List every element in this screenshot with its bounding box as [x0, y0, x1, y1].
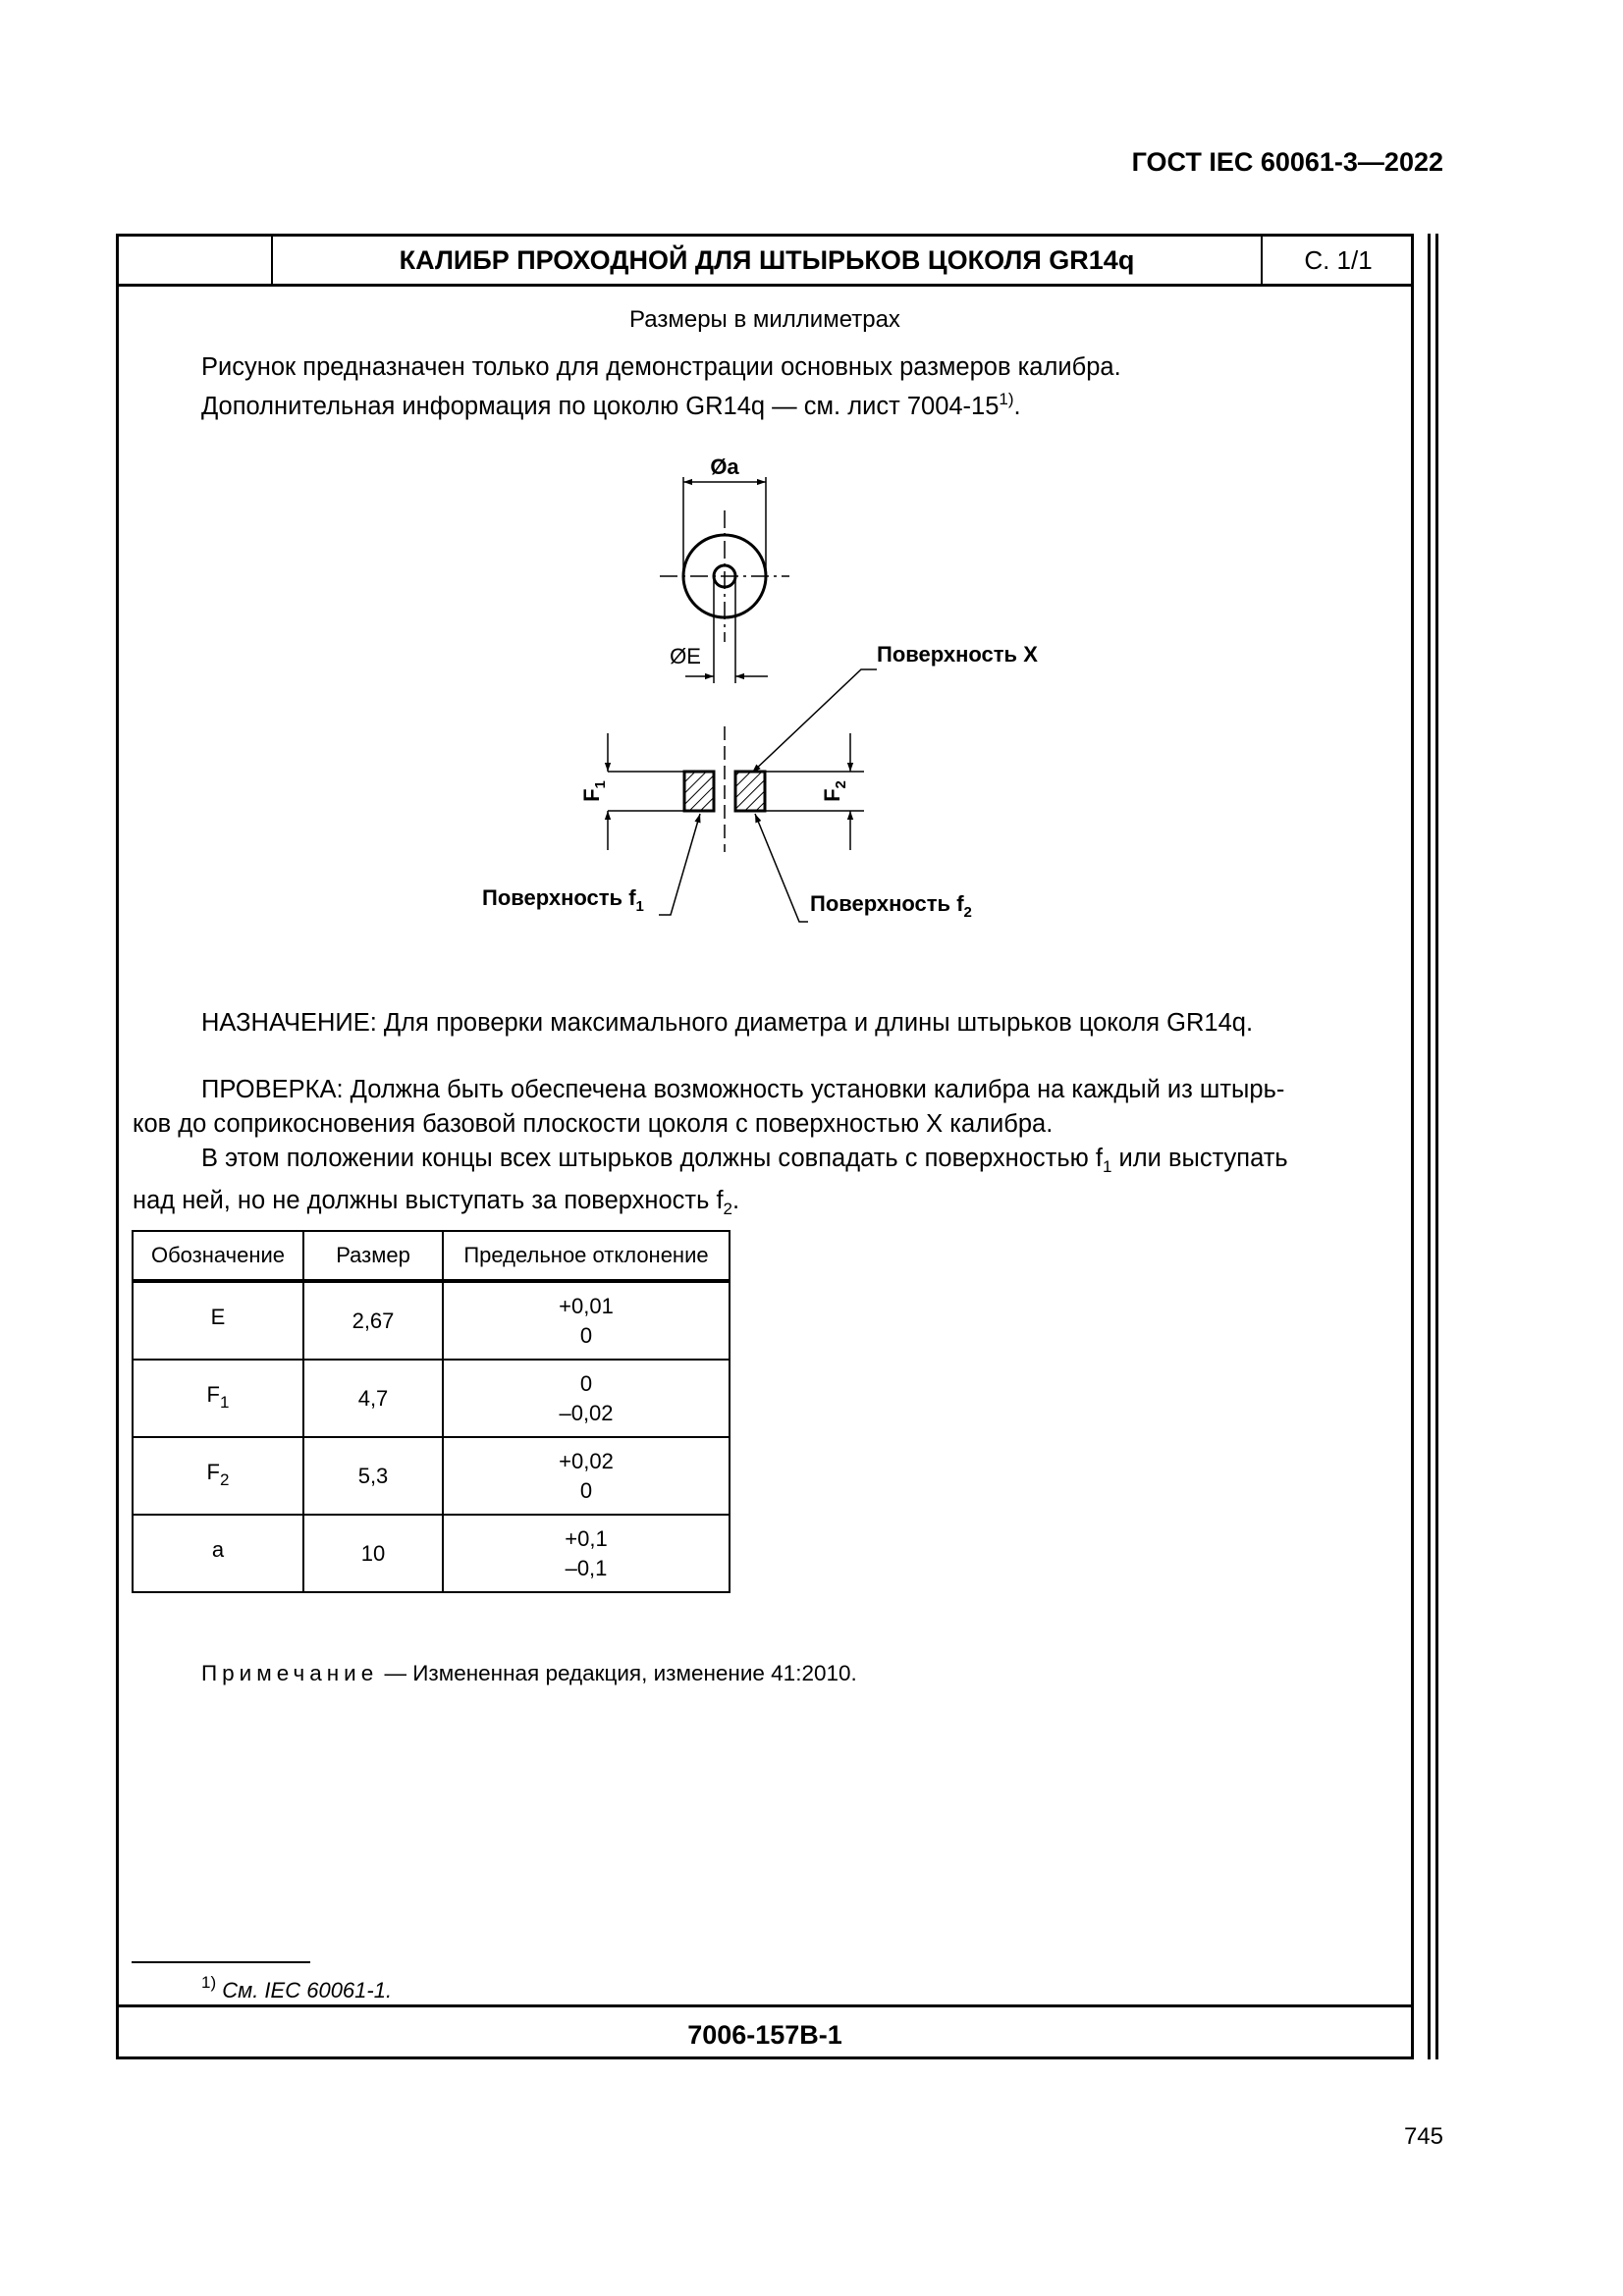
label-f1: $F_1$: [579, 780, 609, 802]
symbol-cell: $F_2$: [133, 1437, 303, 1515]
leader-surface-f2: [755, 814, 808, 922]
footer-divider: [116, 2004, 1414, 2007]
tolerance-cell: 0 –0,02: [443, 1360, 730, 1437]
check-line: ков до соприкосновения базовой плоскости цоколя с поверхностью X калибра.: [133, 1110, 1054, 1138]
symbol-cell: E: [133, 1281, 303, 1360]
note-label: Примечание: [201, 1661, 379, 1685]
table-row: [133, 1360, 730, 1437]
page-number: 745: [1403, 2123, 1443, 2150]
size-cell: 10: [303, 1515, 443, 1592]
footnote-marker: 1): [201, 1973, 217, 1992]
intro-line-1: Рисунок предназначен только для демонстрации основных размеров калибра.: [201, 353, 1121, 381]
table-row: [133, 1437, 730, 1515]
size-cell: 4,7: [303, 1360, 443, 1437]
dimensions-table: [132, 1230, 730, 1593]
sheet-code: 7006-157B-1: [687, 2020, 842, 2050]
sheet-title: КАЛИБР ПРОХОДНОЙ ДЛЯ ШТЫРЬКОВ ЦОКОЛЯ GR14q: [399, 245, 1135, 275]
gauge-section-left: [684, 772, 714, 811]
label-f2: $F_2$: [820, 780, 849, 802]
size-cell: 2,67: [303, 1281, 443, 1360]
intro-end: .: [1013, 393, 1021, 420]
note: [201, 1661, 857, 1686]
symbol-cell: $F_1$: [133, 1360, 303, 1437]
leader-surface-x: [752, 669, 877, 773]
footnote-ref: 1): [999, 390, 1014, 408]
table-header-cell: Размер: [303, 1231, 443, 1281]
surface-x-label: Поверхность X: [877, 642, 1038, 667]
check-line: В этом положении концы всех штырьков должны совпадать с поверхностью $f_1$ или выступать: [201, 1145, 1288, 1176]
footnote: [201, 1973, 392, 2003]
dim-e-label: ØE: [670, 644, 701, 668]
tolerance-cell: +0,01 0: [443, 1281, 730, 1360]
units-note: Размеры в миллиметрах: [629, 306, 900, 333]
intro-text: Дополнительная информация по цоколю GR14q — см. лист 7004-15: [201, 393, 1000, 420]
tolerance-cell: +0,02 0: [443, 1437, 730, 1515]
table-header-cell: Обозначение: [133, 1231, 303, 1281]
table-header-cell: Предельное отклонение: [443, 1231, 730, 1281]
footnote-text: См. IEC 60061-1.: [216, 1978, 393, 2002]
check-line: ПРОВЕРКА: Должна быть обеспечена возможность установки калибра на каждый из штырь-: [201, 1076, 1285, 1103]
table-row: [133, 1281, 730, 1360]
table-header-row: [133, 1231, 730, 1281]
size-cell: 5,3: [303, 1437, 443, 1515]
document-code: ГОСТ IEC 60061-3—2022: [1131, 147, 1443, 177]
purpose-paragraph: НАЗНАЧЕНИЕ: Для проверки максимального диаметра и длины штырьков цоколя GR14q.: [201, 1009, 1254, 1037]
table-row: [133, 1515, 730, 1592]
note-text: — Измененная редакция, изменение 41:2010.: [378, 1661, 857, 1685]
check-line: над ней, но не должны выступать за поверхность $f_2$.: [133, 1187, 740, 1218]
tolerance-cell: +0,1 –0,1: [443, 1515, 730, 1592]
surface-f1-label: Поверхность $f_1$: [482, 885, 644, 915]
dim-a-label: Øa: [710, 454, 739, 479]
symbol-cell: a: [133, 1515, 303, 1592]
check-paragraph: [133, 1073, 1401, 1226]
surface-f2-label: Поверхность $f_2$: [810, 891, 972, 921]
sheet-number: С. 1/1: [1304, 245, 1373, 275]
gauge-section-right: [735, 772, 765, 811]
gauge-drawing: [0, 0, 1623, 982]
footnote-rule: [132, 1961, 310, 1963]
leader-surface-f1: [659, 814, 700, 915]
